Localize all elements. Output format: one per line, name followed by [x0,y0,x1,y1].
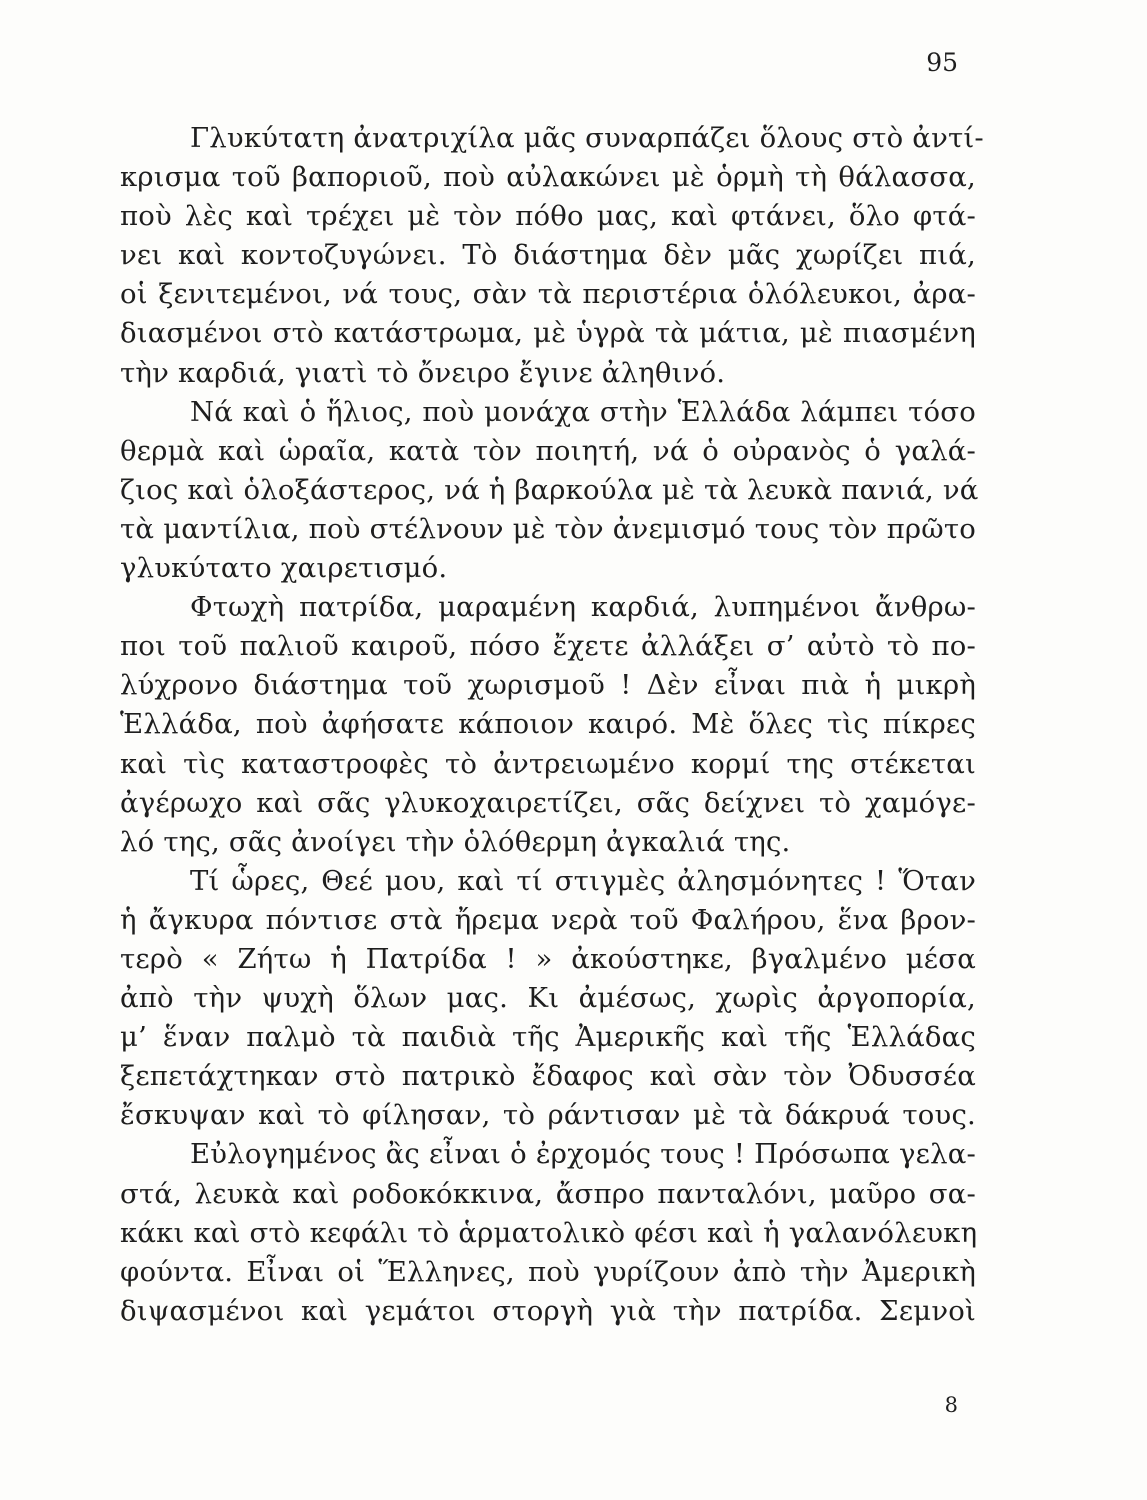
text-line: Εὐλογημένος ἂς εἶναι ὁ ἐρχομός τους ! Πρόσωπα γελα- [190,1138,976,1171]
text-line: λύχρονο διάστημα τοῦ χωρισμοῦ ! Δὲν εἶναι πιὰ ἡ μικρὴ [120,669,976,702]
text-line: τὰ μαντίλια, ποὺ στέλνουν μὲ τὸν ἀνεμισμό τους τὸν πρῶτο [120,512,976,545]
signature-mark: 8 [944,1393,958,1417]
text-line: ξεπετάχτηκαν στὸ πατρικὸ ἔδαφος καὶ σὰν τὸν Ὀδυσσέα [120,1060,976,1093]
text-line: ἔσκυψαν καὶ τὸ φίλησαν, τὸ ράντισαν μὲ τὰ δάκρυά τους. [120,1099,976,1132]
text-line: μ’ ἕναν παλμὸ τὰ παιδιὰ τῆς Ἀμερικῆς καὶ τῆς Ἑλλάδας [120,1021,976,1054]
text-line: διασμένοι στὸ κατάστρωμα, μὲ ὑγρὰ τὰ μάτια, μὲ πιασμένη [120,317,976,350]
text-line: ποι τοῦ παλιοῦ καιροῦ, πόσο ἔχετε ἀλλάξει σ’ αὐτὸ τὸ πο- [120,630,976,663]
page-number: 95 [926,48,958,77]
text-line: οἱ ξενιτεμένοι, νά τους, σὰν τὰ περιστέρια ὁλόλευκοι, ἀρα- [120,278,976,311]
text-line: ἀπὸ τὴν ψυχὴ ὅλων μας. Κι ἀμέσως, χωρὶς ἀργοπορία, [120,982,976,1015]
text-line: Φτωχὴ πατρίδα, μαραμένη καρδιά, λυπημένοι ἄνθρω- [190,591,976,624]
text-line: ποὺ λὲς καὶ τρέχει μὲ τὸν πόθο μας, καὶ φτάνει, ὅλο φτά- [120,200,976,233]
text-line: Γλυκύτατη ἀνατριχίλα μᾶς συναρπάζει ὅλους στὸ ἀντί- [190,122,984,154]
text-line: ἡ ἄγκυρα πόντισε στὰ ἤρεμα νερὰ τοῦ Φαλήρου, ἕνα βρον- [120,903,976,936]
text-line: κάκι καὶ στὸ κεφάλι τὸ ἁρματολικὸ φέσι καὶ ἡ γαλανόλευκη [120,1216,978,1249]
text-line: τερὸ « Ζήτω ἡ Πατρίδα ! » ἀκούστηκε, βγαλμένο μέσα [120,942,976,975]
text-line: ζιος καὶ ὁλοξάστερος, νά ἡ βαρκούλα μὲ τὰ λευκὰ πανιά, νά [120,473,979,506]
text-line: λό της, σᾶς ἀνοίγει τὴν ὁλόθερμη ἀγκαλιά της. [120,825,791,858]
text-line: καὶ τὶς καταστροφὲς τὸ ἀντρειωμένο κορμί της στέκεται [120,747,976,780]
body-text [120,119,984,1331]
text-line: νει καὶ κοντοζυγώνει. Τὸ διάστημα δὲν μᾶς χωρίζει πιά, [120,239,976,272]
text-line: θερμὰ καὶ ὡραῖα, κατὰ τὸν ποιητή, νά ὁ οὐρανὸς ὁ γαλά- [120,434,976,467]
text-line: τὴν καρδιά, γιατὶ τὸ ὄνειρο ἔγινε ἀληθινό. [120,356,726,389]
text-line: γλυκύτατο χαιρετισμό. [120,552,448,585]
text-line: ἀγέρωχο καὶ σᾶς γλυκοχαιρετίζει, σᾶς δείχνει τὸ χαμόγε- [120,786,976,819]
text-line: κρισμα τοῦ βαποριοῦ, ποὺ αὐλακώνει μὲ ὁρμὴ τὴ θάλασσα, [120,161,976,194]
text-line: Ἑλλάδα, ποὺ ἀφήσατε κάποιον καιρό. Μὲ ὅλες τὶς πίκρες [120,708,976,741]
text-line: Νά καὶ ὁ ἥλιος, ποὺ μονάχα στὴν Ἑλλάδα λάμπει τόσο [190,395,976,428]
text-line: διψασμένοι καὶ γεμάτοι στοργὴ γιὰ τὴν πατρίδα. Σεμνοὶ [120,1294,976,1327]
text-line: στά, λευκὰ καὶ ροδοκόκκινα, ἄσπρο πανταλόνι, μαῦρο σα- [120,1177,976,1210]
text-line: Τί ὧρες, Θεέ μου, καὶ τί στιγμὲς ἀλησμόνητες ! Ὅταν [190,864,976,897]
text-line: φούντα. Εἶναι οἱ Ἕλληνες, ποὺ γυρίζουν ἀπὸ τὴν Ἀμερικὴ [120,1255,976,1288]
